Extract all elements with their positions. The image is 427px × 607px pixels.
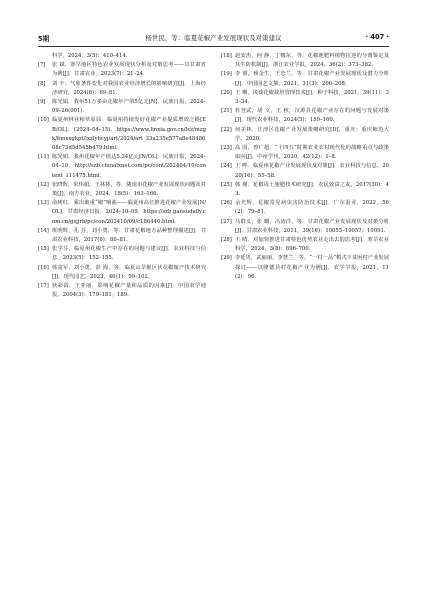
reference-continuation: 科学，2024，3(5)：410–414. xyxy=(52,53,128,59)
header-rule xyxy=(38,46,389,47)
reference-entry xyxy=(221,70,389,88)
reference-number: [11] xyxy=(38,154,49,161)
reference-number: [17] xyxy=(38,283,49,290)
reference-entry xyxy=(221,181,389,199)
reference-text: 临夏州林业和草原局．临夏州持续发好花椒产业提质增效之路[EB/OL]．(2024–04–15)．https://www.linxia.gov.cn/lxz/mzgk/bmxxgkpt/lxzlyhcyj/art/2024/art_33a235e577a8e4848668c73d5d545b479.html. xyxy=(52,117,206,152)
reference-text: 班明辉，孔 芬，刘小勇，等．甘肃花椒地方品种整理描述[J]．甘肃农业科技，2017(6)：80–81. xyxy=(52,227,206,244)
reference-text: 李 睿，杨金生，王忠兰，等．甘肃花椒产业发展现状及潜力分析[J]．中国园艺文摘，2021，31(3)：206–208. xyxy=(235,71,389,87)
issue-number: 5期 xyxy=(38,35,50,43)
reference-entry xyxy=(38,199,206,227)
reference-text: 张 斌．寒旱地区特色农业发展现状分析及对策思考——以甘肃省为例[J]．甘肃农业，2023(7)：21–24. xyxy=(52,62,206,78)
reference-number: [10] xyxy=(38,117,49,124)
reference-entry xyxy=(221,218,389,236)
reference-entry xyxy=(38,61,206,79)
reference-number: [12] xyxy=(38,181,49,188)
reference-text: 杜登武，胡 文，王 秋，汉源县花椒产业存在的问题与发展对策[J]．现代农业科技，2024(5)：159–160. xyxy=(235,108,389,124)
reference-number: [20] xyxy=(221,89,232,96)
reference-entry xyxy=(38,80,206,98)
references-left-column xyxy=(38,52,206,300)
reference-entry xyxy=(38,227,206,245)
reference-number: [16] xyxy=(38,264,49,271)
reference-entry xyxy=(221,162,389,180)
reference-text: 何美林．江津区花椒产业发展策略研究[D]．重庆：重庆师范大学，2020. xyxy=(235,126,389,142)
reference-text: 王 晔．临夏州花椒产业发展现状及对策[J]．农业科技与信息，2020(16)：55–58. xyxy=(235,163,389,179)
reference-entry xyxy=(221,236,389,254)
reference-number: [28] xyxy=(221,237,232,244)
reference-number: [21] xyxy=(221,108,232,115)
running-title: 杨世民，等：临夏花椒产业发展现状及对策建议 xyxy=(145,34,282,42)
reference-number: [13] xyxy=(38,200,49,207)
reference-number: [22] xyxy=(221,126,232,133)
reference-text: 张学芬，临夏州花椒生产中存在的问题与建议[J]．农业科技与信息，2023(5)：152–155. xyxy=(52,246,206,262)
reference-text: 王 晴．对加快推进甘肃特色优势农业走出去的思考[J]．寒旱农业科学，2024，3(8)：696–700. xyxy=(235,237,389,253)
reference-entry xyxy=(221,89,389,107)
reference-text: 陈光娟．我州51万多亩花椒年产值5亿元[N]．民族日报，2024–09–26(001). xyxy=(52,99,206,115)
reference-text: 韩富军，刘小勇，彭 海，等．临夏山旱猴区伏花椒嫁产技术研究[J]．现代园艺，2023，46(1)：99–102. xyxy=(52,264,206,280)
reference-number: [26] xyxy=(221,200,232,207)
reference-text: 王 琳，浅谈花椒栽培管理技术[J]．种子科技，2021，39(11)：33–34. xyxy=(235,89,389,106)
reference-entry xyxy=(221,107,389,125)
reference-number: [27] xyxy=(221,218,232,225)
reference-number: [8] xyxy=(38,80,46,87)
reference-text: 马群义，张 璐，冯涛洋，等．甘肃花椒产业发展现状及对策分析[J]．甘肃农业科技，2011，39(16)：10055–10057；10091. xyxy=(235,218,389,234)
reference-number: [7] xyxy=(38,62,46,69)
reference-number: [23] xyxy=(221,145,232,152)
reference-text: 刘 丰．气象条件变化对我国农业经济增长的影响研究[J]．上海经济研究，2024(8)：69–81. xyxy=(52,80,206,96)
reference-number: [9] xyxy=(38,99,46,106)
reference-text: 高 国，曾广超．“十四五”时期农业农村现代化的战略重点与政策取向[J]．中州学刊，2020，42(12)：1–8. xyxy=(235,145,389,161)
reference-number: [24] xyxy=(221,163,232,170)
reference-number: [25] xyxy=(221,181,232,188)
reference-entry xyxy=(221,144,389,162)
reference-text: 赵安杰，何 静，丁娜东，等．花椒池肥料植物抗逆的分离鉴定及其生防机制[J]．浙江农业学报，2024，36(2)：373–382. xyxy=(235,53,389,69)
running-header xyxy=(38,33,389,45)
reference-text: 韩 瑾．花椒周土施肥技术研究[J]．农民致富之友，2017(30)：43. xyxy=(235,181,389,198)
reference-entry xyxy=(221,199,389,217)
reference-text: 陈光娟．我州花椒年产值达5.34亿元[N/OL]．民族日报，2024–04–10．http://szb.chinalxnet.com/pc/cont/202404/10/content_111475.html. xyxy=(52,154,206,179)
reference-text: 李延男，武丽丽，李慧兰，等．“一村一品”模式下贫困村产业发展探讨——以隆德县村花椒产业为例[J]．农学学报，2021，11(2)：96. xyxy=(235,255,389,280)
reference-entry xyxy=(38,245,206,263)
reference-entry xyxy=(38,153,206,181)
reference-number: [19] xyxy=(221,71,232,78)
reference-entry xyxy=(38,181,206,199)
reference-entry xyxy=(221,126,389,144)
reference-text: 狄彩霞，王亚丽．影响花椒产量和品质的因素[J]．中国农学通报，2004(3)：179–181；189. xyxy=(52,283,206,299)
reference-text: 张晓晖，朱伟娟，王林林，等．陇南市花椒产业发展现状问题及对策[J]．南方农业，2024，18(5)：163–166. xyxy=(52,181,206,198)
reference-entry xyxy=(38,282,206,300)
reference-entry xyxy=(221,254,389,282)
reference-entry xyxy=(38,116,206,153)
reference-entry xyxy=(38,264,206,282)
reference-number: [15] xyxy=(38,246,49,253)
reference-number: [14] xyxy=(38,227,49,234)
reference-list-right xyxy=(221,52,389,282)
reference-number: [29] xyxy=(221,255,232,262)
references-right-column xyxy=(221,52,389,282)
reference-entry xyxy=(38,98,206,116)
reference-number: [18] xyxy=(221,53,232,59)
reference-entry xyxy=(221,52,389,70)
page-number: · 407 · xyxy=(365,33,389,41)
reference-text: 余光辉．花椒常见病虫害防治技术[J]．广东蚕业，2022，56(2)：79–81. xyxy=(235,200,389,216)
reference-list-left xyxy=(38,61,206,300)
reference-text: 俞树红．乘出被重“椒”响曲——临夏州高位推进花椒产业发展[N/OL]．甘肃经济日报，2024–10–09．https://szb.gansudaily.com.cn/gsjjrb/pc/con/202410/09/c186446.html. xyxy=(52,200,206,225)
